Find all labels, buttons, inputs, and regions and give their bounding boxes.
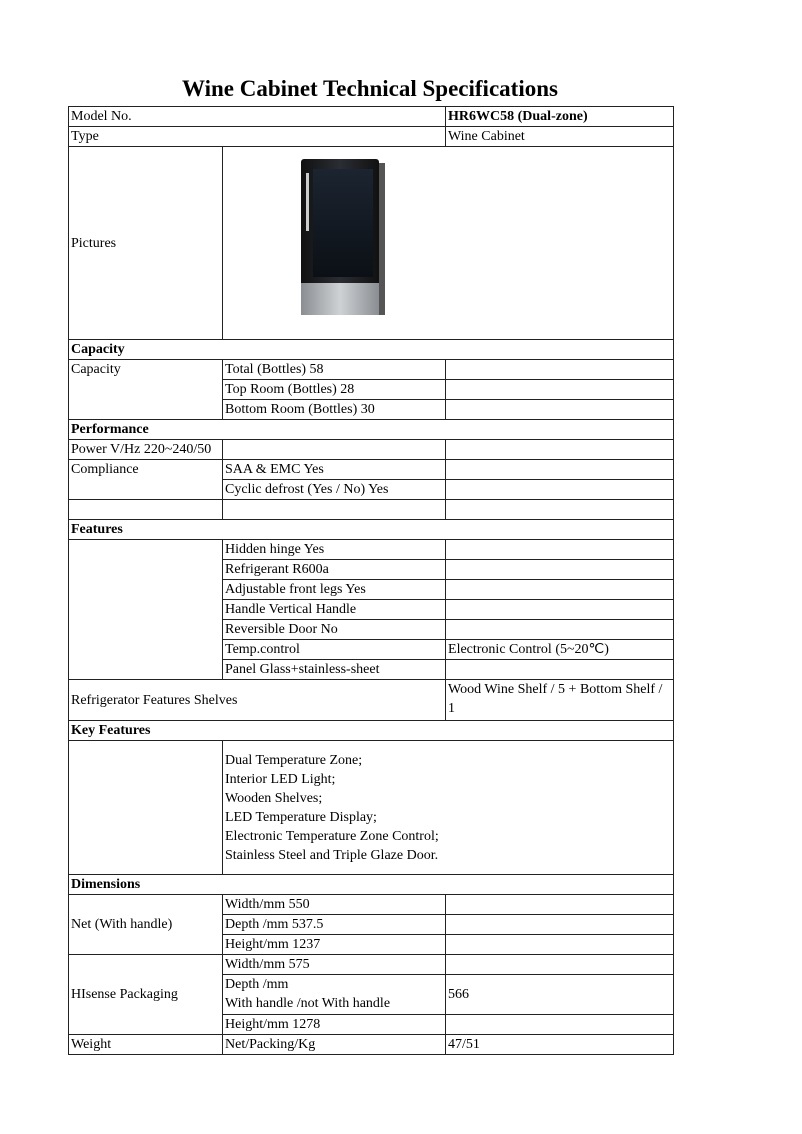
pack-width: Width/mm 575	[223, 955, 446, 975]
model-value: HR6WC58 (Dual-zone)	[446, 107, 674, 127]
net-cell: Height/mm 1237	[223, 935, 446, 955]
feature-name: Refrigerant R600a	[223, 560, 446, 580]
type-label: Type	[69, 127, 446, 147]
pack-depth-note: With handle /not With handle	[225, 996, 391, 1011]
section-dimensions: Dimensions	[69, 875, 674, 895]
model-label: Model No.	[69, 107, 446, 127]
pictures-label: Pictures	[69, 147, 223, 340]
net-cell: Width/mm 550	[223, 895, 446, 915]
feature-name: Reversible Door No	[223, 620, 446, 640]
table-row	[69, 107, 674, 127]
wine-cabinet-image	[301, 159, 385, 319]
pack-depth-value: 566	[446, 975, 674, 1015]
capacity-cell: Top Room (Bottles) 28	[223, 380, 446, 400]
table-row	[69, 147, 674, 340]
compliance-label: Compliance	[69, 460, 223, 500]
power-label: Power V/Hz 220~240/50	[69, 440, 223, 460]
capacity-label: Capacity	[69, 360, 223, 420]
feature-name: Hidden hinge Yes	[223, 540, 446, 560]
key-feature-item: Wooden Shelves;	[225, 790, 323, 806]
feature-value	[446, 540, 674, 560]
spec-table	[68, 106, 674, 1055]
section-performance: Performance	[69, 420, 674, 440]
pack-depth	[223, 975, 446, 1015]
key-feature-item: LED Temperature Display;	[225, 809, 377, 825]
weight-name: Net/Packing/Kg	[223, 1035, 446, 1055]
product-picture	[223, 147, 674, 340]
section-capacity: Capacity	[69, 340, 674, 360]
key-feature-item: Dual Temperature Zone;	[225, 752, 363, 768]
shelves-label: Refrigerator Features Shelves	[69, 680, 446, 721]
net-label: Net (With handle)	[69, 895, 223, 955]
table-row	[69, 127, 674, 147]
key-feature-item: Stainless Steel and Triple Glaze Door.	[225, 847, 439, 863]
feature-name: Handle Vertical Handle	[223, 600, 446, 620]
compliance-cell: SAA & EMC Yes	[223, 460, 446, 480]
net-cell: Depth /mm 537.5	[223, 915, 446, 935]
feature-value	[446, 580, 674, 600]
feature-value	[446, 620, 674, 640]
type-value: Wine Cabinet	[446, 127, 674, 147]
shelves-value: Wood Wine Shelf / 5 + Bottom Shelf / 1	[446, 680, 674, 721]
page-title: Wine Cabinet Technical Specifications	[182, 76, 558, 101]
key-feature-item: Electronic Temperature Zone Control;	[225, 828, 439, 844]
feature-name: Panel Glass+stainless-sheet	[223, 660, 446, 680]
weight-value: 47/51	[446, 1035, 674, 1055]
feature-value	[446, 600, 674, 620]
pack-depth-label: Depth /mm	[225, 977, 289, 992]
capacity-cell: Total (Bottles) 58	[223, 360, 446, 380]
feature-value	[446, 660, 674, 680]
feature-value: Electronic Control (5~20℃)	[446, 640, 674, 660]
section-key-features: Key Features	[69, 721, 674, 741]
pack-height: Height/mm 1278	[223, 1015, 446, 1035]
capacity-cell: Bottom Room (Bottles) 30	[223, 400, 446, 420]
weight-label: Weight	[69, 1035, 223, 1055]
packaging-label: HIsense Packaging	[69, 955, 223, 1035]
feature-name: Adjustable front legs Yes	[223, 580, 446, 600]
key-features-list	[223, 741, 674, 875]
feature-value	[446, 560, 674, 580]
compliance-cell: Cyclic defrost (Yes / No) Yes	[223, 480, 446, 500]
section-features: Features	[69, 520, 674, 540]
feature-name: Temp.control	[223, 640, 446, 660]
key-feature-item: Interior LED Light;	[225, 771, 336, 787]
